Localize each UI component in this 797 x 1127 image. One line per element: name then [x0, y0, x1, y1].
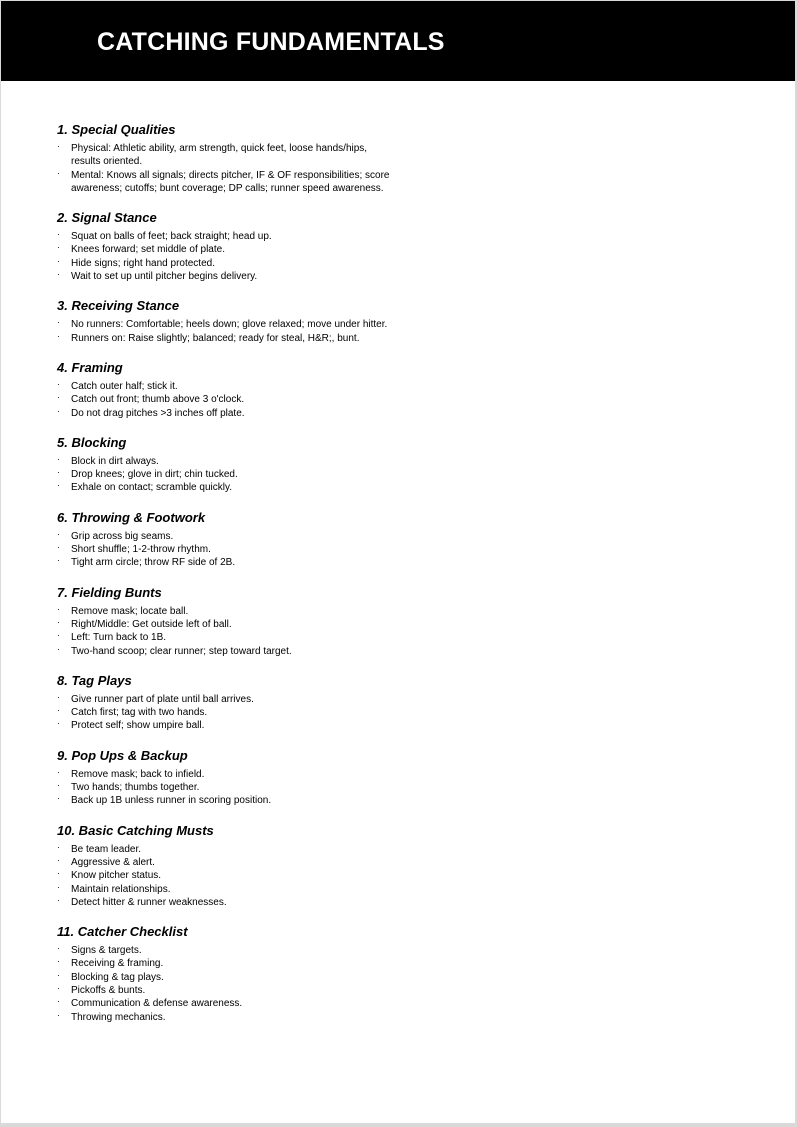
list-item-text: Catch first; tag with two hands. [71, 707, 208, 719]
list-item-text: Back up 1B unless runner in scoring position. [71, 795, 272, 807]
bullet-icon: · [57, 854, 60, 865]
list-item-text: Physical: Athletic ability, arm strength, quick feet, loose hands/hips, results oriented. [71, 143, 368, 168]
list-item-text: Be team leader. [71, 843, 142, 855]
list-item [57, 645, 397, 658]
list-item [57, 530, 397, 543]
list-item-text: Tight arm circle; throw RF side of 2B. [71, 557, 236, 569]
bullet-list [57, 768, 397, 808]
bullet-icon: · [57, 467, 60, 478]
list-item [57, 169, 397, 196]
list-item [57, 781, 397, 794]
bullet-icon: · [57, 317, 60, 328]
bullet-icon: · [57, 330, 60, 341]
section [57, 585, 397, 658]
section-title: 11. Catcher Checklist [57, 924, 188, 940]
list-item-text: Receiving & framing. [71, 958, 164, 970]
list-item [57, 468, 397, 481]
bullet-list [57, 230, 397, 283]
list-item-text: Blocking & tag plays. [71, 971, 164, 983]
document-title: CATCHING FUNDAMENTALS [97, 28, 445, 56]
bullet-list [57, 693, 397, 733]
bullet-icon: · [57, 542, 60, 553]
bullet-icon: · [57, 1009, 60, 1020]
list-item-text: Communication & defense awareness. [71, 998, 243, 1010]
list-item [57, 318, 397, 331]
list-item [57, 896, 397, 909]
section [57, 510, 397, 570]
list-item [57, 393, 397, 406]
bullet-icon: · [57, 868, 60, 879]
bullet-list [57, 944, 397, 1024]
list-item-text: Exhale on contact; scramble quickly. [71, 482, 233, 494]
list-item-text: Protect self; show umpire ball. [71, 720, 205, 732]
document-page [1, 1, 795, 1123]
bullet-icon: · [57, 603, 60, 614]
list-item-text: Short shuffle; 1-2-throw rhythm. [71, 544, 211, 556]
list-item-text: Throwing mechanics. [71, 1011, 166, 1023]
section-title: 8. Tag Plays [57, 672, 132, 688]
bullet-icon: · [57, 793, 60, 804]
bullet-icon: · [57, 480, 60, 491]
list-item [57, 997, 397, 1010]
bullet-icon: · [57, 766, 60, 777]
bullet-icon: · [57, 780, 60, 791]
list-item-text: Runners on: Raise slightly; balanced; ready for steal, H&R;, bunt. [71, 332, 360, 344]
list-item [57, 984, 397, 997]
list-item [57, 693, 397, 706]
list-item [57, 957, 397, 970]
list-item [57, 407, 397, 420]
bullet-list [57, 142, 397, 195]
list-item [57, 605, 397, 618]
bullet-icon: · [57, 691, 60, 702]
list-item-text: Two hands; thumbs together. [71, 782, 200, 794]
bullet-icon: · [57, 141, 60, 151]
list-item-text: Know pitcher status. [71, 870, 162, 882]
list-item-text: Signs & targets. [71, 945, 142, 957]
section-title: 2. Signal Stance [57, 210, 157, 226]
list-item [57, 971, 397, 984]
list-item [57, 142, 397, 169]
section [57, 924, 397, 1024]
bullet-icon: · [57, 229, 60, 240]
bullet-icon: · [57, 255, 60, 266]
list-item [57, 883, 397, 896]
section-title: 3. Receiving Stance [57, 298, 180, 314]
list-item-text: Remove mask; back to infield. [71, 768, 205, 780]
list-item [57, 380, 397, 393]
bullet-icon: · [57, 167, 60, 178]
section-title: 7. Fielding Bunts [57, 584, 162, 600]
list-item-text: Drop knees; glove in dirt; chin tucked. [71, 469, 238, 481]
bullet-icon: · [57, 943, 60, 954]
list-item [57, 1011, 397, 1024]
bullet-list [57, 530, 397, 570]
section [57, 360, 397, 420]
list-item [57, 481, 397, 494]
list-item-text: Maintain relationships. [71, 883, 171, 895]
bullet-icon: · [57, 616, 60, 627]
list-item [57, 332, 397, 345]
list-item-text: Block in dirt always. [71, 455, 159, 467]
list-item-text: Detect hitter & runner weaknesses. [71, 896, 227, 908]
list-item-text: Give runner part of plate until ball arrives. [71, 693, 254, 705]
bullet-icon: · [57, 555, 60, 566]
list-item [57, 257, 397, 270]
bullet-list [57, 380, 397, 420]
bullet-icon: · [57, 528, 60, 539]
list-item-text: Hide signs; right hand protected. [71, 257, 215, 269]
list-item [57, 794, 397, 807]
bullet-icon: · [57, 643, 60, 654]
list-item-text: Grip across big seams. [71, 530, 174, 542]
list-item [57, 543, 397, 556]
list-item [57, 270, 397, 283]
section [57, 748, 397, 808]
section-title: 5. Blocking [57, 434, 127, 450]
list-item-text: Squat on balls of feet; back straight; head up. [71, 231, 272, 243]
list-item [57, 869, 397, 882]
list-item [57, 843, 397, 856]
list-item [57, 944, 397, 957]
list-item-text: Mental: Knows all signals; directs pitcher, IF & OF responsibilities; score awareness; cutoffs; bunt coverage; DP calls; runner speed awareness. [71, 169, 390, 194]
bullet-icon: · [57, 982, 60, 993]
list-item [57, 618, 397, 631]
list-item [57, 455, 397, 468]
list-item-text: Catch out front; thumb above 3 o'clock. [71, 394, 245, 406]
list-item [57, 719, 397, 732]
bullet-icon: · [57, 969, 60, 980]
list-item-text: Two-hand scoop; clear runner; step toward target. [71, 645, 292, 657]
list-item-text: Aggressive & alert. [71, 856, 155, 868]
section-title: 10. Basic Catching Musts [57, 822, 214, 838]
list-item [57, 706, 397, 719]
section [57, 435, 397, 495]
list-item-text: Do not drag pitches >3 inches off plate. [71, 407, 245, 419]
bullet-icon: · [57, 242, 60, 253]
list-item [57, 768, 397, 781]
list-item-text: Wait to set up until pitcher begins delivery. [71, 271, 258, 283]
list-item-text: Pickoffs & bunts. [71, 984, 146, 996]
bullet-icon: · [57, 718, 60, 729]
list-item [57, 631, 397, 644]
list-item [57, 243, 397, 256]
bullet-icon: · [57, 894, 60, 905]
section-title: 1. Special Qualities [57, 122, 176, 137]
bullet-icon: · [57, 996, 60, 1007]
list-item [57, 230, 397, 243]
bullet-icon: · [57, 630, 60, 641]
bullet-icon: · [57, 405, 60, 416]
list-item-text: No runners: Comfortable; heels down; glove relaxed; move under hitter. [71, 319, 388, 331]
header-banner [1, 1, 795, 81]
bullet-list [57, 605, 397, 658]
section [57, 298, 397, 345]
section-title: 9. Pop Ups & Backup [57, 747, 188, 763]
document-body [57, 122, 397, 1039]
section-title: 4. Framing [57, 359, 123, 375]
list-item [57, 556, 397, 569]
list-item-text: Left: Turn back to 1B. [71, 632, 167, 644]
bullet-icon: · [57, 453, 60, 464]
list-item [57, 856, 397, 869]
section [57, 122, 397, 195]
list-item-text: Right/Middle: Get outside left of ball. [71, 618, 232, 630]
bullet-icon: · [57, 392, 60, 403]
list-item-text: Catch outer half; stick it. [71, 380, 178, 392]
bullet-icon: · [57, 378, 60, 389]
bullet-icon: · [57, 956, 60, 967]
list-item-text: Remove mask; locate ball. [71, 605, 189, 617]
bullet-list [57, 843, 397, 909]
section-title: 6. Throwing & Footwork [57, 509, 206, 525]
bullet-icon: · [57, 841, 60, 852]
section [57, 210, 397, 283]
bullet-list [57, 318, 397, 345]
bullet-icon: · [57, 881, 60, 892]
bullet-icon: · [57, 269, 60, 280]
bullet-icon: · [57, 705, 60, 716]
list-item-text: Knees forward; set middle of plate. [71, 244, 225, 256]
bullet-list [57, 455, 397, 495]
section [57, 673, 397, 733]
section [57, 823, 397, 909]
